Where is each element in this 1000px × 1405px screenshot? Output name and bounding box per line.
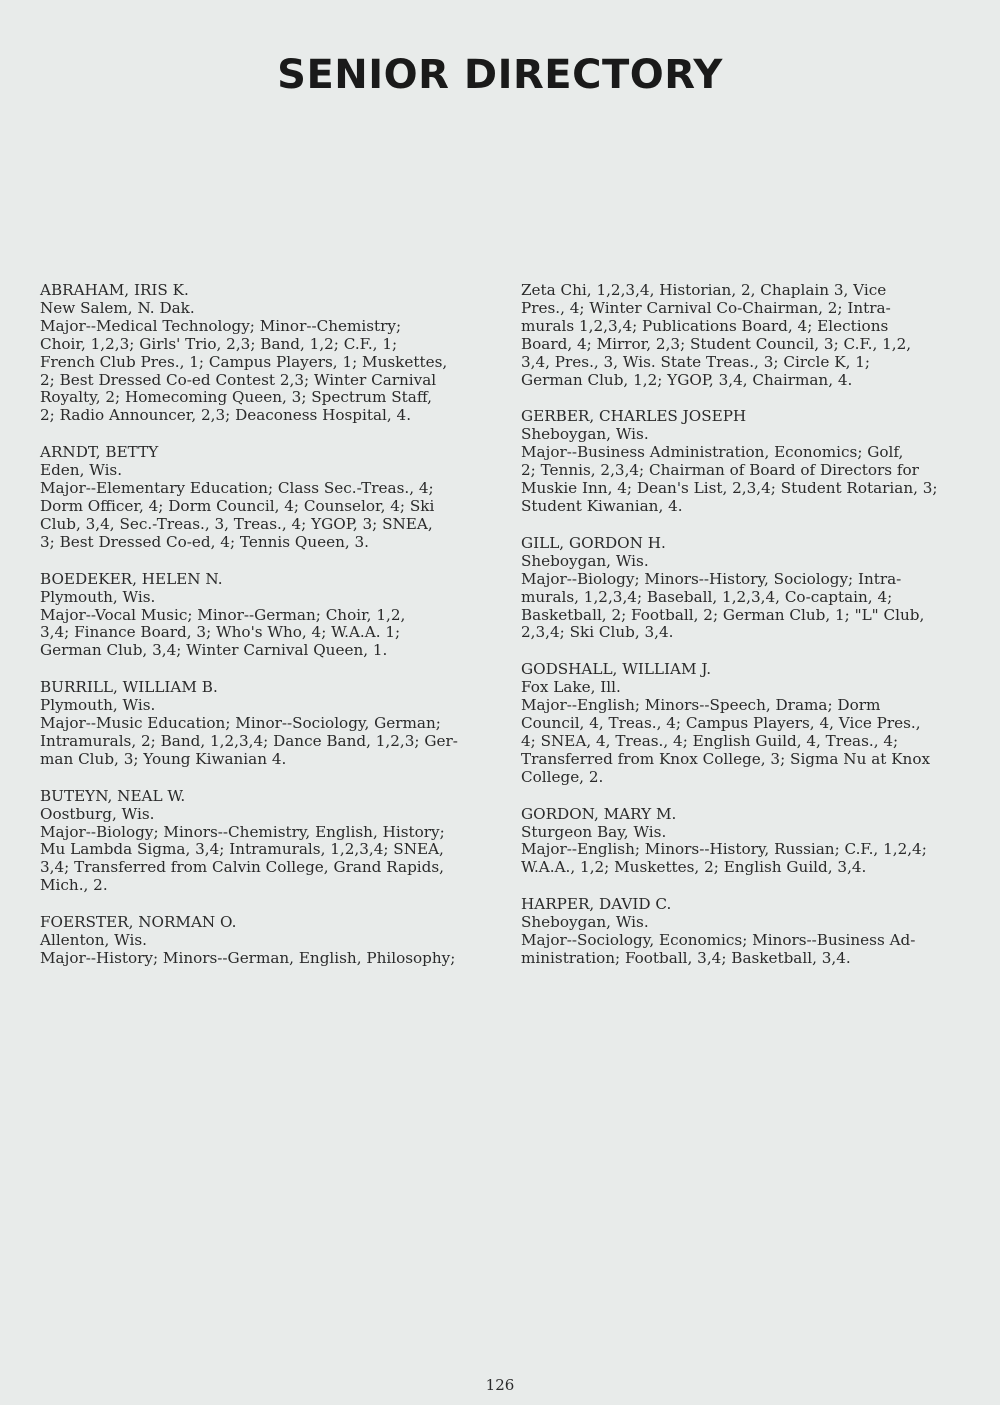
entry-line: man Club, 3; Young Kiwanian 4. (40, 749, 287, 768)
entry-line: Major--Sociology, Economics; Minors--Business Ad- (521, 931, 916, 950)
directory-entry (521, 806, 966, 878)
entry-line: Board, 4; Mirror, 2,3; Student Council, 3; C.F., 1,2, (521, 334, 912, 353)
entry-hometown: Oostburg, Wis. (40, 804, 155, 823)
entry-line: 2,3,4; Ski Club, 3,4. (521, 623, 674, 642)
directory-entry (521, 535, 966, 642)
entry-line: Transferred from Knox College, 3; Sigma Nu at Knox (521, 749, 931, 768)
entry-name: BURRILL, WILLIAM B. (40, 678, 218, 697)
entry-line: 2; Tennis, 2,3,4; Chairman of Board of Directors for (521, 461, 919, 480)
entry-hometown: Sheboygan, Wis. (521, 551, 649, 570)
entry-line: Council, 4, Treas., 4; Campus Players, 4, Vice Pres., (521, 714, 921, 733)
entry-hometown: Allenton, Wis. (40, 931, 147, 950)
entry-line: Intramurals, 2; Band, 1,2,3,4; Dance Band, 1,2,3; Ger- (40, 731, 458, 750)
entry-hometown: Plymouth, Wis. (40, 587, 156, 606)
entry-line: W.A.A., 1,2; Muskettes, 2; English Guild, 3,4. (521, 858, 867, 877)
entry-line: 4; SNEA, 4, Treas., 4; English Guild, 4, Treas., 4; (521, 731, 899, 750)
page-number: 126 (485, 1376, 515, 1394)
entry-hometown: Sheboygan, Wis. (521, 425, 649, 444)
directory-entry (521, 896, 966, 968)
entry-line: ministration; Football, 3,4; Basketball, 3,4. (521, 949, 851, 967)
entry-line: 3,4; Finance Board, 3; Who's Who, 4; W.A.A. 1; (40, 623, 401, 642)
entry-hometown: Fox Lake, Ill. (521, 678, 621, 697)
directory-entry (40, 282, 490, 425)
directory-entry (40, 788, 490, 895)
entry-hometown: Plymouth, Wis. (40, 696, 156, 715)
entry-line: murals, 1,2,3,4; Baseball, 1,2,3,4, Co-captain, 4; (521, 587, 893, 606)
entry-name: GORDON, MARY M. (521, 804, 677, 823)
entry-line: 2; Best Dressed Co-ed Contest 2,3; Winter Carnival (40, 370, 437, 389)
entry-line: Major--Music Education; Minor--Sociology, German; (40, 714, 441, 733)
entry-name: GERBER, CHARLES JOSEPH (521, 407, 747, 426)
entry-line: Major--History; Minors--German, English, Philosophy; (40, 949, 456, 967)
entry-hometown: Sheboygan, Wis. (521, 913, 649, 932)
entry-line: Royalty, 2; Homecoming Queen, 3; Spectrum Staff, (40, 388, 432, 407)
entry-hometown: Sturgeon Bay, Wis. (521, 822, 667, 841)
directory-entry (40, 679, 490, 769)
entry-line: German Club, 1,2; YGOP, 3,4, Chairman, 4. (521, 370, 853, 389)
directory-entry (40, 914, 490, 968)
entry-line: Major--Business Administration, Economics; Golf, (521, 443, 904, 462)
entry-line: Major--Elementary Education; Class Sec.-Treas., 4; (40, 479, 434, 498)
entry-line: Student Kiwanian, 4. (521, 496, 683, 515)
entry-line: Zeta Chi, 1,2,3,4, Historian, 2, Chaplain 3, Vice (521, 281, 887, 299)
entry-hometown: New Salem, N. Dak. (40, 298, 195, 317)
entry-line: Major--Vocal Music; Minor--German; Choir, 1,2, (40, 605, 406, 624)
entry-line: Mu Lambda Sigma, 3,4; Intramurals, 1,2,3,4; SNEA, (40, 840, 444, 859)
entry-line: Club, 3,4, Sec.-Treas., 3, Treas., 4; YGOP, 3; SNEA, (40, 514, 433, 533)
directory-entry-continued (521, 282, 966, 389)
entry-line: Choir, 1,2,3; Girls' Trio, 2,3; Band, 1,2; C.F., 1; (40, 334, 398, 353)
directory-entry (40, 444, 490, 551)
page-title: SENIOR DIRECTORY (277, 52, 723, 98)
entry-line: German Club, 3,4; Winter Carnival Queen, 1. (40, 641, 388, 660)
entry-line: 3,4, Pres., 3, Wis. State Treas., 3; Circle K, 1; (521, 352, 871, 371)
entry-name: HARPER, DAVID C. (521, 895, 672, 914)
entry-line: Major--Biology; Minors--Chemistry, English, History; (40, 822, 445, 841)
entry-line: College, 2. (521, 767, 604, 786)
entry-line: Muskie Inn, 4; Dean's List, 2,3,4; Student Rotarian, 3; (521, 479, 938, 498)
entry-line: Major--Medical Technology; Minor--Chemistry; (40, 316, 402, 335)
entry-name: BUTEYN, NEAL W. (40, 786, 186, 805)
directory-entry (521, 408, 966, 515)
entry-line: French Club Pres., 1; Campus Players, 1; Muskettes, (40, 352, 448, 371)
entry-name: ABRAHAM, IRIS K. (40, 281, 189, 299)
directory-entry (521, 661, 966, 786)
right-column (521, 282, 966, 987)
directory-entry (40, 571, 490, 661)
entry-name: ARNDT, BETTY (40, 443, 159, 462)
left-column (40, 282, 490, 987)
entry-line: 2; Radio Announcer, 2,3; Deaconess Hospital, 4. (40, 406, 412, 425)
entry-line: Basketball, 2; Football, 2; German Club, 1; "L" Club, (521, 605, 925, 624)
entry-name: GILL, GORDON H. (521, 533, 666, 552)
entry-line: Major--English; Minors--History, Russian; C.F., 1,2,4; (521, 840, 927, 859)
entry-line: Major--Biology; Minors--History, Sociology; Intra- (521, 569, 902, 588)
entry-line: Major--English; Minors--Speech, Drama; Dorm (521, 696, 881, 715)
entry-line: Dorm Officer, 4; Dorm Council, 4; Counselor, 4; Ski (40, 496, 435, 515)
entry-name: GODSHALL, WILLIAM J. (521, 660, 712, 679)
entry-name: BOEDEKER, HELEN N. (40, 569, 223, 588)
entry-line: Pres., 4; Winter Carnival Co-Chairman, 2; Intra- (521, 298, 891, 317)
entry-name: FOERSTER, NORMAN O. (40, 913, 237, 932)
entry-line: 3; Best Dressed Co-ed, 4; Tennis Queen, 3. (40, 532, 370, 551)
entry-hometown: Eden, Wis. (40, 461, 123, 480)
entry-line: Mich., 2. (40, 876, 108, 895)
entry-line: murals 1,2,3,4; Publications Board, 4; Elections (521, 316, 889, 335)
entry-line: 3,4; Transferred from Calvin College, Grand Rapids, (40, 858, 444, 877)
